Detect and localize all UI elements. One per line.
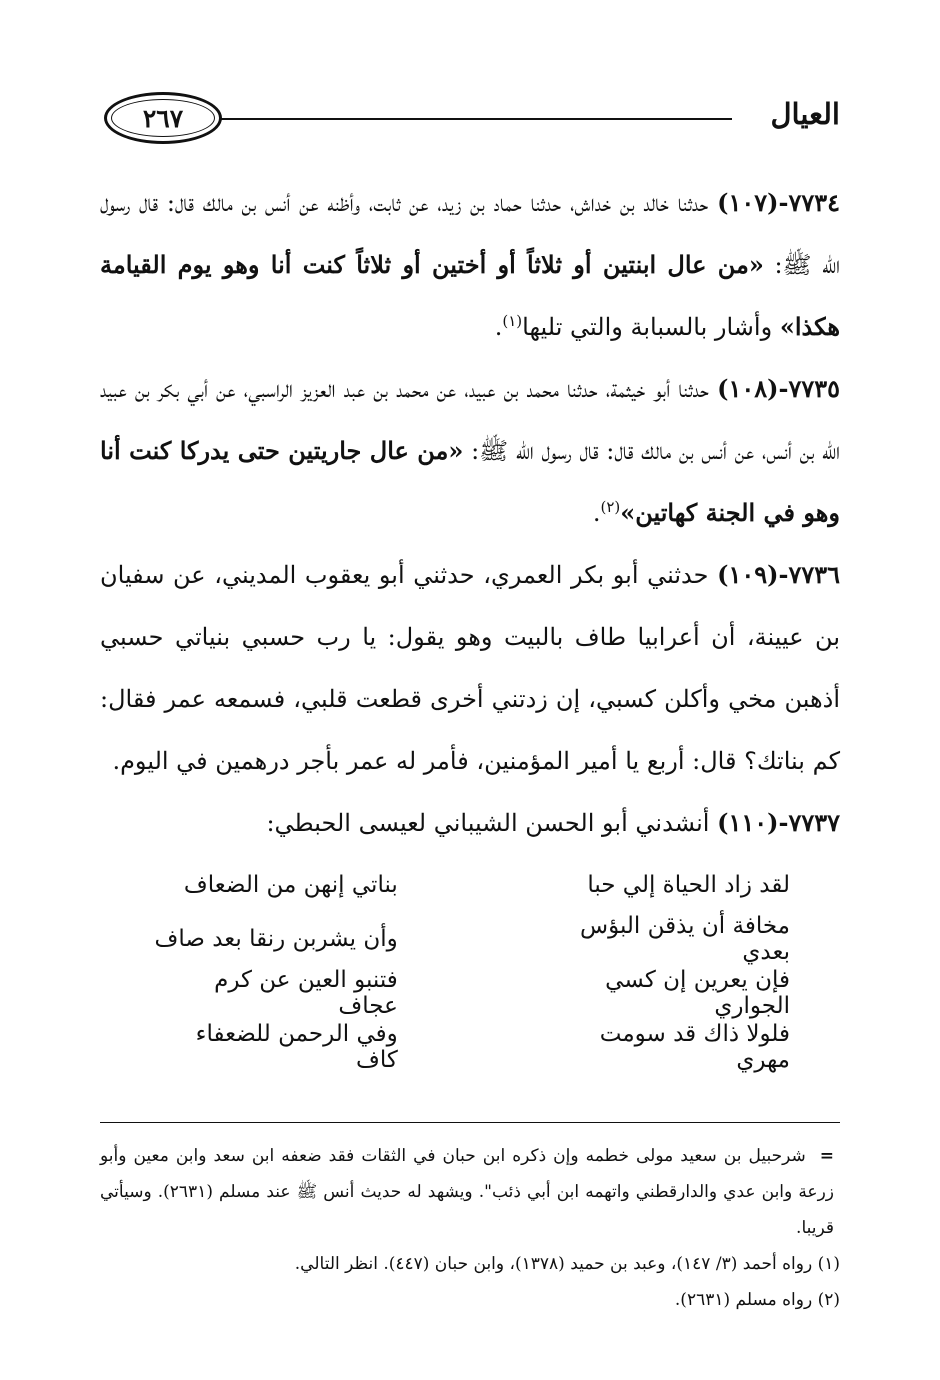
poem-verse: [100, 1020, 840, 1074]
entry-text-after: وأشار بالسبابة والتي تليها: [522, 313, 780, 341]
page-body: [100, 172, 840, 1074]
page-header: [100, 80, 840, 160]
footnote-2: (٢) رواه مسلم (٢٦٣١).: [674, 1290, 840, 1310]
footnote-ref[interactable]: (١): [502, 312, 523, 330]
entry-end: .: [592, 499, 601, 527]
page-number-badge: [104, 92, 222, 144]
poem-verse: [100, 912, 840, 966]
verse-first-hemistich: فإن يعرين إن كسي الجواري: [605, 967, 790, 1019]
entry-text: حدثنا خالد بن خداش، حدثنا حماد بن زيد، عن ثابت، وأظنه عن أنس بن مالك قال: قال رسول الله ﷺ:: [100, 189, 840, 279]
verse-second-hemistich: وفي الرحمن للضعفاء كاف: [195, 1021, 398, 1073]
poem-verse: [100, 858, 840, 912]
hadith-entry: [100, 172, 840, 358]
entry-quote: «من عال ابنتين أو ثلاثاً أو أختين أو ثلاثاً كنت أنا وهو يوم القيامة هكذا»: [100, 250, 840, 341]
entry-text: حدثني أبو بكر العمري، حدثني أبو يعقوب المديني، عن سفيان بن عيينة، أن أعرابيا طاف بالبيت وهو يقول: يا رب حسبي بنياتي حسبي أذهبن مخي وأكلن كسبي، إن زدتني أخرى قطعت قلبي، فسمعه عمر فقال: كم بناتك؟ قال: أربع يا أمير المؤمنين، فأمر له عمر بأجر درهمين في اليوم.: [100, 561, 840, 775]
entry-text: أنشدني أبو الحسن الشيباني لعيسى الحبطي:: [266, 809, 718, 837]
verse-second-hemistich: بناتي إنهن من الضعاف: [183, 872, 398, 898]
verse-second-hemistich: فتنبو العين عن كرم عجاف: [214, 967, 398, 1019]
footnote-ref[interactable]: (٢): [600, 498, 621, 516]
footnote-divider: [100, 1122, 840, 1123]
footnote-continuation: [100, 1138, 840, 1246]
poem-verse: [100, 966, 840, 1020]
header-rule: [220, 118, 732, 120]
page-number: ٢٦٧: [142, 103, 184, 133]
hadith-entry: [100, 544, 840, 792]
verse-first-hemistich: لقد زاد الحياة إلي حبا: [587, 872, 790, 898]
entry-text: حدثنا أبو خيثمة، حدثنا محمد بن عبيد، عن محمد بن عبد العزيز الراسبي، عن أبي بكر بن عبيد الله بن أنس، عن أنس بن مالك قال: قال رسول الله ﷺ:: [100, 375, 840, 465]
continuation-marker: =: [819, 1146, 834, 1166]
entry-end: .: [494, 313, 503, 341]
continuation-text: شرحبيل بن سعيد مولى خطمه وإن ذكره ابن حبان في الثقات فقد ضعفه ابن سعد وابن معين وأبو زرعة وابن عدي والدارقطني واتهمه ابن أبي ذئب". ويشهد له حديث أنس ﷺ عند مسلم (٢٦٣١). وسيأتي قريبا.: [100, 1146, 834, 1238]
verse-first-hemistich: فلولا ذاك قد سومت مهري: [599, 1021, 790, 1073]
entry-number: ٧٧٣٦-(١٠٩): [717, 560, 840, 589]
footnotes: [100, 1138, 840, 1318]
footnote-1: (١) رواه أحمد (٣/ ١٤٧)، وعبد بن حميد (١٣٧٨)، وابن حبان (٤٤٧). انظر التالي.: [294, 1254, 840, 1274]
entry-quote: «من عال جاريتين حتى يدركا كنت أنا وهو في الجنة كهاتين»: [100, 436, 840, 527]
hadith-entry: [100, 358, 840, 544]
entry-number: ٧٧٣٥-(١٠٨): [717, 374, 840, 403]
verse-second-hemistich: وأن يشربن رنقا بعد صاف: [154, 926, 398, 952]
entry-number: ٧٧٣٧-(١١٠): [717, 808, 840, 837]
poem: [100, 858, 840, 1074]
running-title: العيال: [770, 97, 840, 131]
hadith-entry: [100, 792, 840, 854]
book-page: [100, 80, 840, 1310]
entry-number: ٧٧٣٤-(١٠٧): [717, 188, 840, 217]
verse-first-hemistich: مخافة أن يذقن البؤس بعدي: [580, 913, 790, 965]
